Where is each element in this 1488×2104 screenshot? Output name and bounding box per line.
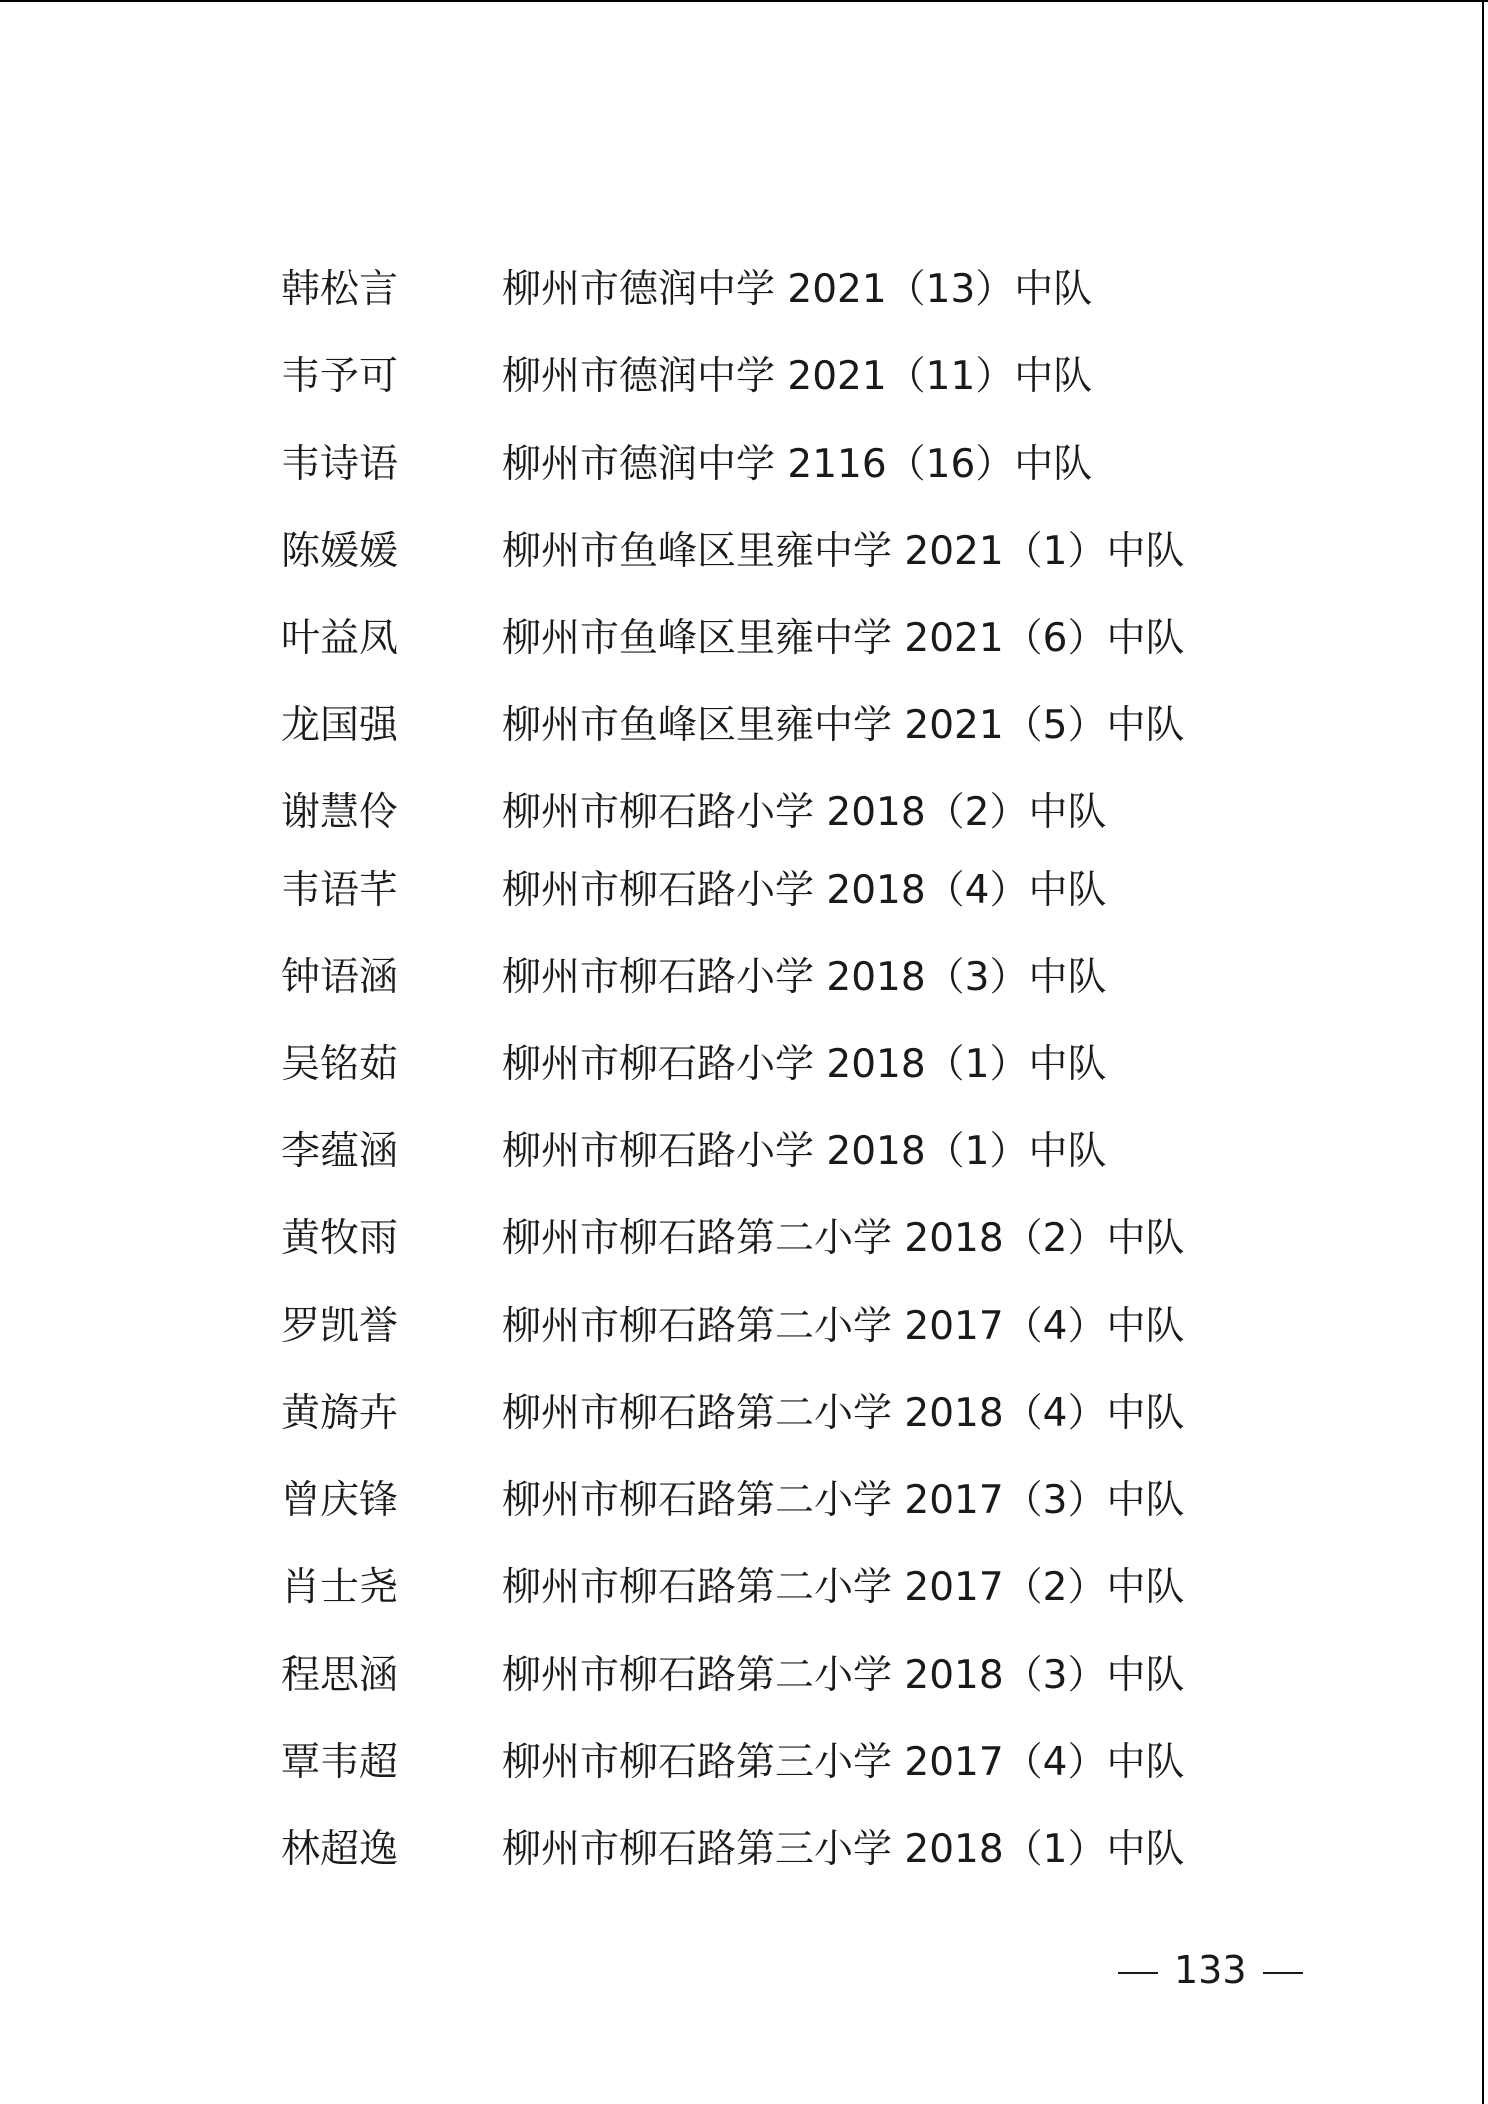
student-name: 林超逸 [281,1827,399,1872]
student-name: 韩松言 [281,267,399,312]
student-name: 韦语芊 [281,868,399,913]
student-name: 吴铭茹 [281,1042,399,1087]
student-name: 曾庆锋 [281,1478,399,1523]
roster-row [0,1209,1488,1269]
student-name: 谢慧伶 [281,790,399,835]
school-squadron: 柳州市柳石路第二小学 2017（4）中队 [502,1304,1185,1349]
school-squadron: 柳州市柳石路第二小学 2018（4）中队 [502,1391,1185,1436]
student-name: 韦诗语 [281,442,399,487]
student-name: 黄旖卉 [281,1391,399,1436]
school-squadron: 柳州市柳石路小学 2018（3）中队 [502,955,1107,1000]
school-squadron: 柳州市鱼峰区里雍中学 2021（6）中队 [502,616,1185,661]
roster-row [0,861,1488,921]
roster-row [0,1297,1488,1357]
school-squadron: 柳州市柳石路第二小学 2017（2）中队 [502,1565,1185,1610]
roster-row [0,1384,1488,1444]
page-number-footer [1118,1942,1418,1998]
roster-row [0,1035,1488,1095]
roster-row [0,347,1488,407]
school-squadron: 柳州市柳石路第二小学 2018（2）中队 [502,1216,1185,1261]
school-squadron: 柳州市鱼峰区里雍中学 2021（1）中队 [502,529,1185,574]
school-squadron: 柳州市鱼峰区里雍中学 2021（5）中队 [502,703,1185,748]
roster-row [0,260,1488,320]
roster-row [0,783,1488,843]
roster-row [0,1820,1488,1880]
student-name: 程思涵 [281,1653,399,1698]
roster-row [0,1471,1488,1531]
school-squadron: 柳州市柳石路小学 2018（2）中队 [502,790,1107,835]
student-name: 李蕴涵 [281,1129,399,1174]
roster-row [0,609,1488,669]
folio-right-dash [1263,1972,1303,1974]
school-squadron: 柳州市德润中学 2021（13）中队 [502,267,1093,312]
roster-row [0,948,1488,1008]
school-squadron: 柳州市柳石路小学 2018（1）中队 [502,1042,1107,1087]
school-squadron: 柳州市柳石路第二小学 2018（3）中队 [502,1653,1185,1698]
school-squadron: 柳州市柳石路第三小学 2017（4）中队 [502,1740,1185,1785]
roster-row [0,1733,1488,1793]
student-name: 叶益凤 [281,616,399,661]
school-squadron: 柳州市柳石路小学 2018（4）中队 [502,868,1107,913]
roster-row [0,435,1488,495]
folio-left-dash [1118,1972,1158,1974]
student-name: 陈媛媛 [281,529,399,574]
roster-row [0,1122,1488,1182]
school-squadron: 柳州市德润中学 2116（16）中队 [502,442,1093,487]
student-name: 黄牧雨 [281,1216,399,1261]
student-name: 龙国强 [281,703,399,748]
school-squadron: 柳州市德润中学 2021（11）中队 [502,354,1093,399]
student-name: 韦予可 [281,354,399,399]
roster-row [0,522,1488,582]
student-name: 钟语涵 [281,955,399,1000]
school-squadron: 柳州市柳石路第二小学 2017（3）中队 [502,1478,1185,1523]
roster-row [0,1558,1488,1618]
student-name: 覃韦超 [281,1740,399,1785]
page-number: 133 [1174,1948,1247,1992]
roster-row [0,696,1488,756]
school-squadron: 柳州市柳石路小学 2018（1）中队 [502,1129,1107,1174]
student-name: 肖士尧 [281,1565,399,1610]
school-squadron: 柳州市柳石路第三小学 2018（1）中队 [502,1827,1185,1872]
roster-row [0,1646,1488,1706]
student-name: 罗凯誉 [281,1304,399,1349]
